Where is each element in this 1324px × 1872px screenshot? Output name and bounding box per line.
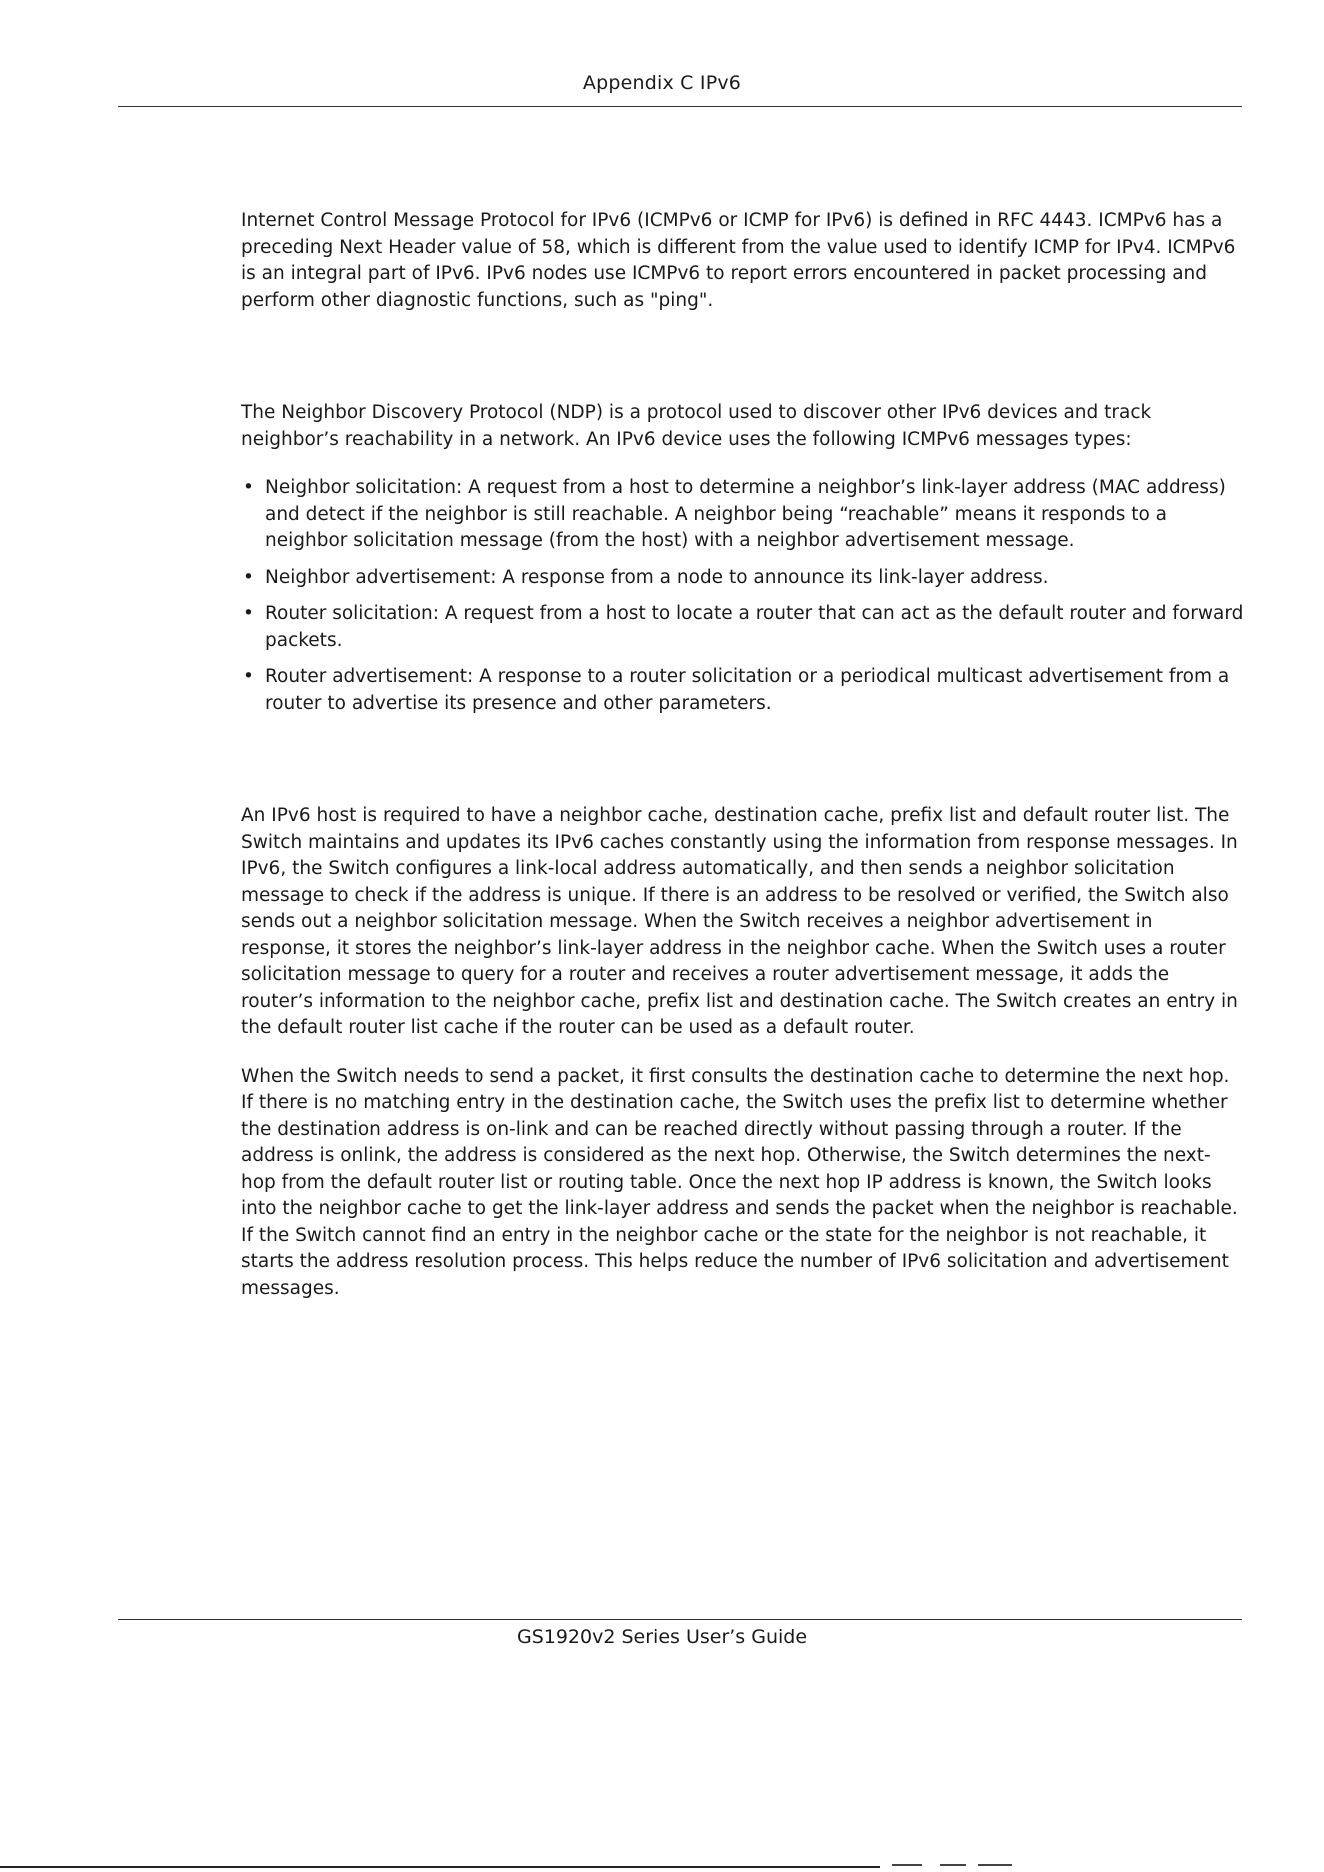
bullet-icon: • [243,603,254,624]
scan-mark [940,1864,966,1866]
cache-section [241,803,1245,1302]
list-item [241,475,1245,555]
list-item [241,664,1245,717]
scan-mark [978,1864,1012,1866]
list-item [241,565,1245,592]
page-footer: GS1920v2 Series User’s Guide [516,1626,808,1648]
scan-mark [892,1864,922,1866]
ndp-message-types-list [241,475,1245,717]
list-item-text: Router solicitation: A request from a host to locate a router that can act as the default router and forward packets. [265,603,1244,651]
ndp-section [241,400,1245,717]
list-item-text: Neighbor solicitation: A request from a host to determine a neighbor’s link-layer address (MAC address) and detect if the neighbor is still reachable. A neighbor being “reachable” means it responds to a neighbor solicitation message (from the host) with a neighbor advertisement message. [265,477,1226,551]
bullet-icon: • [243,666,254,687]
footer-divider [118,1619,1242,1620]
ndp-intro-paragraph: The Neighbor Discovery Protocol (NDP) is a protocol used to discover other IPv6 devices and track neighbor’s reachability in a network. An IPv6 device uses the following ICMPv6 messages types: [241,402,1152,450]
packet-forwarding-paragraph: When the Switch needs to send a packet, it first consults the destination cache to determine the next hop. If there is no matching entry in the destination cache, the Switch uses the prefix list to determine whether the destination address is on-link and can be reached directly without passing through a router. If the address is onlink, the address is considered as the next hop. Otherwise, the Switch determines the next-hop from the default router list or routing table. Once the next hop IP address is known, the Switch looks into the neighbor cache to get the link-layer address and sends the packet when the neighbor is reachable. If the Switch cannot find an entry in the neighbor cache or the state for the neighbor is not reachable, it starts the address resolution process. This helps reduce the number of IPv6 solicitation and advertisement messages. [241,1065,1238,1299]
bullet-icon: • [243,566,254,588]
list-item-text: Neighbor advertisement: A response from a node to announce its link-layer address. [265,566,1049,588]
list-item [241,601,1245,654]
bullet-icon: • [243,477,254,498]
scan-edge-line [0,1866,880,1868]
icmpv6-paragraph: Internet Control Message Protocol for IPv6 (ICMPv6 or ICMP for IPv6) is defined in RFC 4443. ICMPv6 has a preceding Next Header value of 58, which is different from the value used to identify ICMP for IPv4. ICMPv6 is an integral part of IPv6. IPv6 nodes use ICMPv6 to report errors encountered in packet processing and perform other diagnostic functions, such as "ping". [241,210,1236,311]
page-content [241,208,1245,1302]
list-item-text: Router advertisement: A response to a router solicitation or a periodical multicast advertisement from a router to advertise its presence and other parameters. [265,666,1230,714]
cache-paragraph: An IPv6 host is required to have a neighbor cache, destination cache, prefix list and default router list. The Switch maintains and updates its IPv6 caches constantly using the information from response messages. In IPv6, the Switch configures a link-local address automatically, and then sends a neighbor solicitation message to check if the address is unique. If there is an address to be resolved or verified, the Switch also sends out a neighbor solicitation message. When the Switch receives a neighbor advertisement in response, it stores the neighbor’s link-layer address in the neighbor cache. When the Switch uses a router solicitation message to query for a router and receives a router advertisement message, it adds the router’s information to the neighbor cache, prefix list and destination cache. The Switch creates an entry in the default router list cache if the router can be used as a default router. [241,805,1238,1038]
page-header: Appendix C IPv6 [582,72,742,94]
header-divider [118,106,1242,107]
